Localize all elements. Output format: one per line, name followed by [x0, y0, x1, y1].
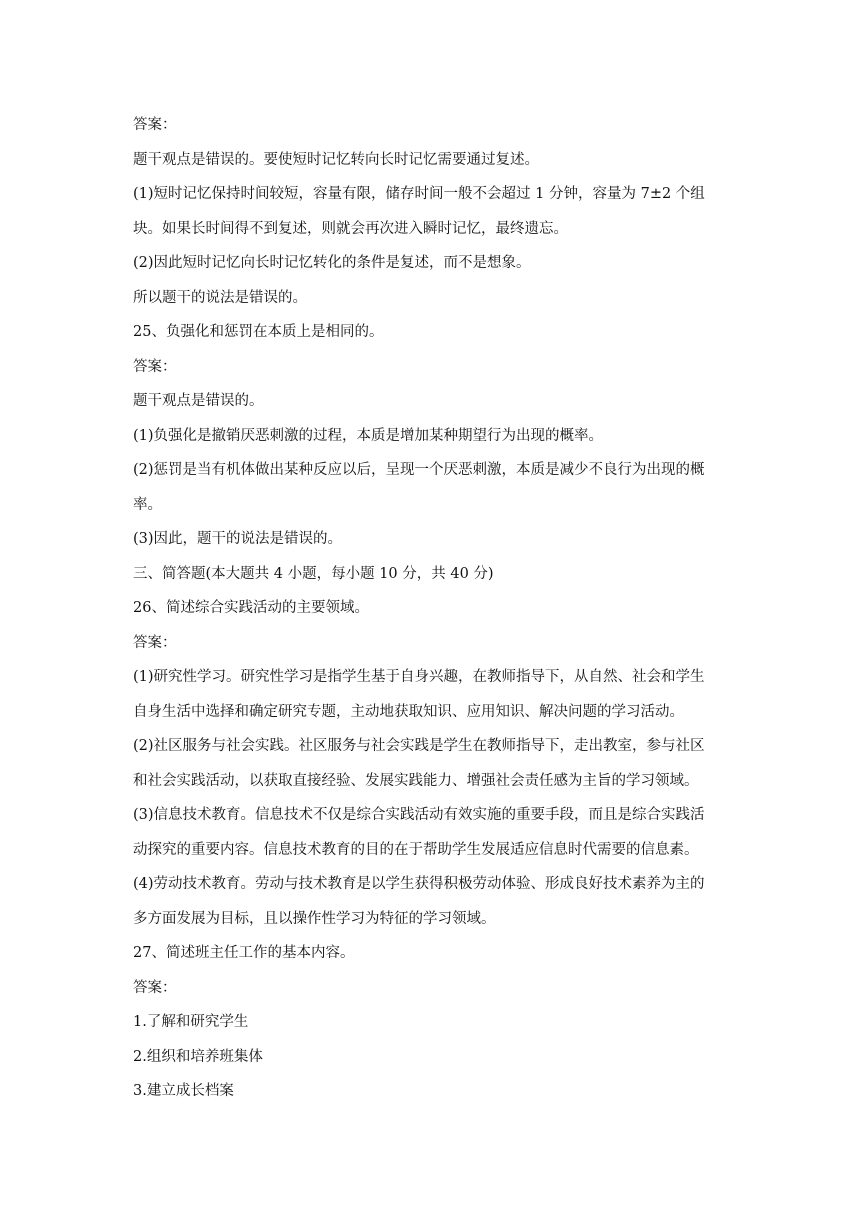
- paragraph-line: 自身生活中选择和确定研究专题，主动地获取知识、应用知识、解决问题的学习活动。: [133, 703, 684, 720]
- document-body: [133, 108, 733, 1109]
- answer-label: 答案：: [133, 358, 177, 375]
- paragraph-line: (2)惩罚是当有机体做出某种反应以后，呈现一个厌恶刺激，本质是减少不良行为出现的概: [133, 462, 705, 478]
- paragraph-line: 题干观点是错误的。要使短时记忆转向长时记忆需要通过复述。: [133, 151, 539, 168]
- paragraph-line: 所以题干的说法是错误的。: [133, 289, 307, 306]
- paragraph-line: 多方面发展为目标，且以操作性学习为特征的学习领域。: [133, 910, 496, 927]
- list-item: 2.组织和培养班集体: [133, 1048, 263, 1065]
- paragraph-line: 动探究的重要内容。信息技术教育的目的在于帮助学生发展适应信息时代需要的信息素。: [133, 841, 699, 858]
- answer-label: 答案：: [133, 634, 177, 651]
- paragraph-line: (3)信息技术教育。信息技术不仅是综合实践活动有效实施的重要手段，而且是综合实践活: [133, 807, 705, 823]
- paragraph-line: 和社会实践活动，以获取直接经验、发展实践能力、增强社会责任感为主旨的学习领域。: [133, 772, 699, 789]
- answer-label: 答案：: [133, 979, 177, 996]
- question-heading: 26、简述综合实践活动的主要领域。: [133, 600, 369, 616]
- list-item: 3.建立成长档案: [133, 1083, 234, 1099]
- question-heading: 27、简述班主任工作的基本内容。: [133, 945, 355, 961]
- section-heading: 三、简答题(本大题共 4 小题，每小题 10 分，共 40 分): [133, 565, 494, 582]
- paragraph-line: (2)因此短时记忆向长时记忆转化的条件是复述，而不是想象。: [133, 255, 531, 271]
- paragraph-line: 块。如果长时间得不到复述，则就会再次进入瞬时记忆，最终遗忘。: [133, 220, 568, 237]
- paragraph-line: (1)负强化是撤销厌恶刺激的过程，本质是增加某种期望行为出现的概率。: [133, 427, 604, 444]
- question-heading: 25、负强化和惩罚在本质上是相同的。: [133, 324, 384, 340]
- paragraph-line: (1)短时记忆保持时间较短，容量有限，储存时间一般不会超过 1 分钟，容量为 7±2 个组: [133, 186, 705, 202]
- paragraph-line: (1)研究性学习。研究性学习是指学生基于自身兴趣，在教师指导下，从自然、社会和学生: [133, 669, 705, 685]
- paragraph-line: (2)社区服务与社会实践。社区服务与社会实践是学生在教师指导下，走出教室，参与社区: [133, 738, 705, 754]
- list-item: 1.了解和研究学生: [133, 1014, 249, 1030]
- paragraph-line: (3)因此，题干的说法是错误的。: [133, 531, 343, 547]
- paragraph-line: 率。: [133, 496, 162, 513]
- paragraph-line: 题干观点是错误的。: [133, 393, 264, 409]
- paragraph-line: (4)劳动技术教育。劳动与技术教育是以学生获得积极劳动体验、形成良好技术素养为主的: [133, 876, 705, 892]
- answer-label: 答案：: [133, 117, 177, 133]
